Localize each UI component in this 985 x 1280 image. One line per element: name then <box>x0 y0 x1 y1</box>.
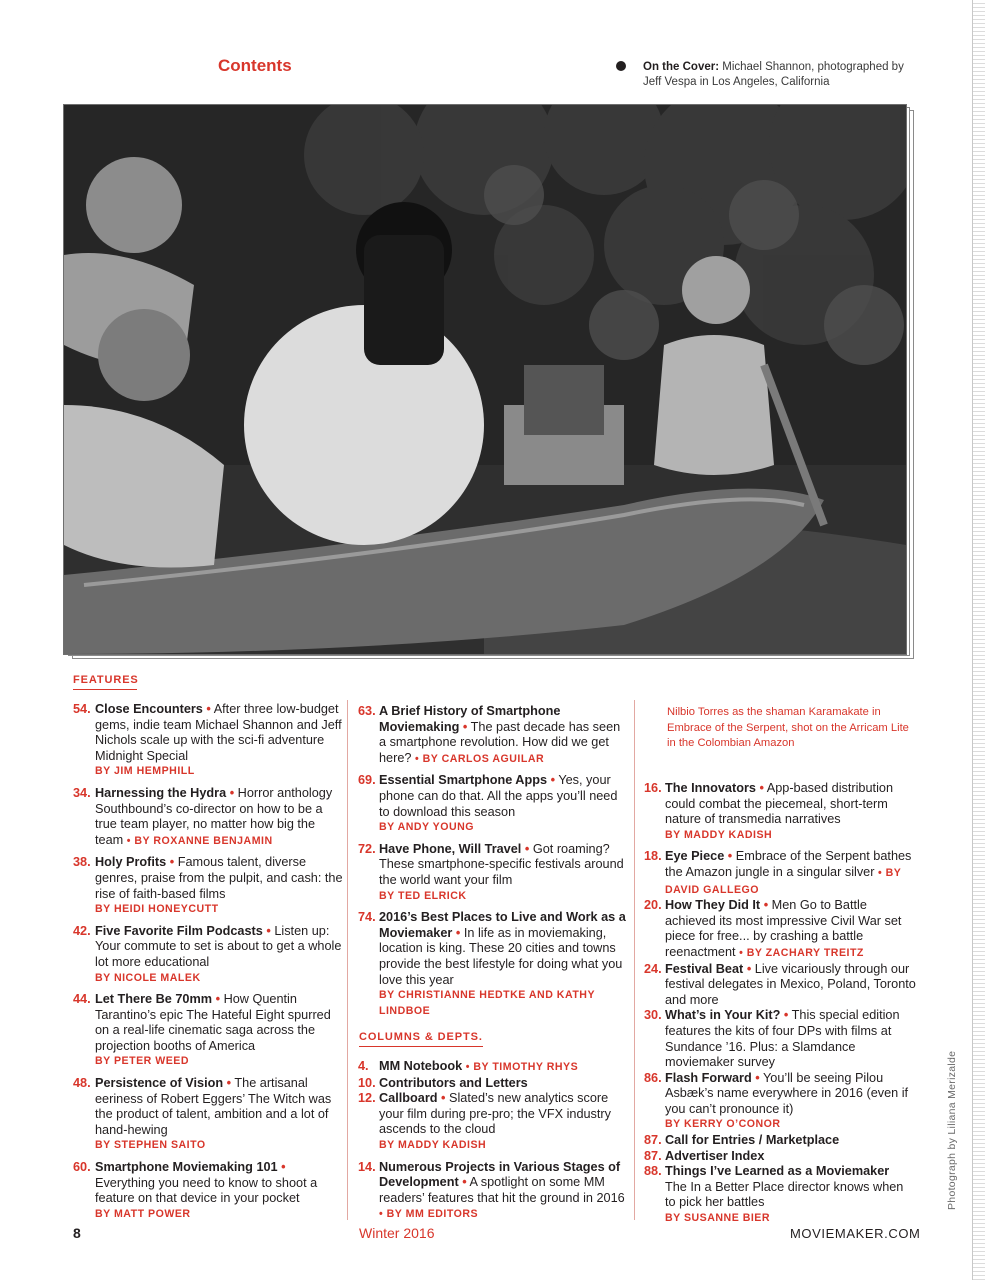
page-edge-decoration <box>972 0 985 1280</box>
entry-title: How They Did It <box>665 898 761 913</box>
entry-title: Flash Forward <box>665 1070 752 1085</box>
toc-entry[interactable] <box>358 1059 626 1076</box>
entry-title: What’s in Your Kit? <box>665 1008 781 1023</box>
page-number: 34. <box>73 785 91 800</box>
entry-title: Advertiser Index <box>665 1148 765 1163</box>
entry-title: Have Phone, Will Travel <box>379 841 522 856</box>
toc-entry[interactable] <box>358 773 626 835</box>
cover-label: On the Cover: <box>643 61 720 73</box>
page-number: 10. <box>358 1075 376 1090</box>
entry-separator: • <box>226 1076 232 1091</box>
entry-title: Persistence of Vision <box>95 1076 224 1091</box>
entry-description: Yes, your phone can do that. All the apps you’ll need to download this season <box>379 773 618 819</box>
toc-entry[interactable] <box>644 849 916 898</box>
column-divider <box>634 700 635 1220</box>
page-number: 18. <box>644 849 662 864</box>
entry-byline: BY KERRY O’CONOR <box>665 1118 781 1131</box>
cover-text: Michael Shannon, photographed by Jeff Vespa in Los Angeles, California <box>643 61 904 88</box>
entry-byline: BY MATT POWER <box>95 1207 191 1220</box>
entry-description: You’ll be seeing Pilou Asbæk’s name everywhere in 2016 (even if you can’t pronounce it) <box>665 1070 909 1116</box>
entry-description: The In a Better Place director knows when to pick her battles <box>665 1179 904 1210</box>
entry-title: Smartphone Moviemaking 101 <box>95 1160 278 1175</box>
page-number: 69. <box>358 773 376 788</box>
entry-title: Callboard <box>379 1091 438 1106</box>
page-number: 63. <box>358 704 376 718</box>
bullet-icon <box>616 61 626 71</box>
entry-description: App-based distribution could combat the piecemeal, short-term nature of transmedia narratives <box>665 781 893 827</box>
page-number: 72. <box>358 841 376 856</box>
entry-title: Numerous Projects in Various Stages of Development <box>379 1159 621 1190</box>
entry-description: Listen up: Your commute to set is about to get a whole lot more educational <box>95 923 342 969</box>
photo-credit: Photograph by Liliana Merizalde <box>946 1050 958 1210</box>
entry-title: Harnessing the Hydra <box>95 785 227 800</box>
entry-description: Got roaming? These smartphone-specific festivals around the world want your film <box>379 841 624 887</box>
toc-entry[interactable] <box>358 1076 626 1092</box>
features-heading: FEATURES <box>73 674 139 686</box>
entry-title: 2016’s Best Places to Live and Work as a Moviemaker <box>379 910 626 940</box>
entry-description: Slated’s new analytics score your film during pre-pro; the VFX industry ascends to the cloud <box>379 1091 611 1137</box>
entry-description: The past decade has seen a smartphone revolution. How did we get here? <box>379 719 621 765</box>
column-divider <box>347 700 348 1220</box>
toc-entry[interactable] <box>644 1164 916 1226</box>
site-url: MOVIEMAKER.COM <box>790 1226 921 1241</box>
feature-photo-illustration <box>64 105 906 654</box>
entry-byline: BY ANDY YOUNG <box>379 821 474 834</box>
entry-title: Holy Profits <box>95 855 167 870</box>
toc-entry[interactable] <box>73 1160 345 1222</box>
entry-description: Men Go to Battle achieved its most impressive Civil War set piece for free... by crashing a battle reenactment <box>665 898 902 959</box>
toc-entry[interactable] <box>644 962 916 1009</box>
entry-separator: • <box>462 719 468 734</box>
photo-caption: Nilbio Torres as the shaman Karamakate in Embrace of the Serpent, shot on the Arricam Lite in the Colombian Amazon <box>667 706 909 749</box>
entry-separator: • <box>455 925 461 940</box>
entry-separator: • <box>727 849 733 864</box>
entry-byline: BY SUSANNE BIER <box>665 1212 771 1225</box>
entry-separator: • <box>266 923 271 938</box>
entry-separator: • <box>550 773 556 788</box>
entry-byline: BY MADDY KADISH <box>665 828 773 841</box>
entry-title: Things I’ve Learned as a Moviemaker <box>665 1164 890 1179</box>
page-number: 42. <box>73 923 91 938</box>
page-number: 24. <box>644 961 662 976</box>
page-number: 87. <box>644 1133 662 1148</box>
entry-byline: BY TED ELRICK <box>379 889 467 902</box>
entry-separator: • <box>746 961 752 976</box>
toc-entry[interactable] <box>644 898 916 961</box>
entry-separator: • <box>755 1070 760 1085</box>
entry-byline: • BY MM EDITORS <box>379 1208 479 1221</box>
entry-separator: • <box>759 781 764 795</box>
entry-byline: BY JIM HEMPHILL <box>95 765 195 778</box>
entry-title: MM Notebook <box>379 1059 463 1073</box>
entry-separator: • <box>524 841 530 856</box>
page-number: 74. <box>358 910 376 925</box>
entry-byline: • BY CARLOS AGUILAR <box>414 752 545 765</box>
entry-byline: BY HEIDI HONEYCUTT <box>95 903 219 916</box>
entry-title: Festival Beat <box>665 961 744 976</box>
entry-byline: BY CHRISTIANNE HEDTKE AND KATHY LINDBOE <box>379 989 595 1017</box>
entry-description: After three low-budget gems, indie team Michael Shannon and Jeff Nichols scale up with the sci-fi adventure Midnight Special <box>95 702 342 763</box>
entry-title: Five Favorite Film Podcasts <box>95 923 263 938</box>
entry-separator: • <box>783 1008 789 1023</box>
entry-description: How Quentin Tarantino’s epic The Hateful Eight spurred on a real-life cinematic saga across the projection booths of America <box>95 992 331 1053</box>
entry-byline: BY STEPHEN SAITO <box>95 1139 206 1152</box>
entry-byline: BY MADDY KADISH <box>379 1138 487 1151</box>
entry-title: A Brief History of Smartphone Moviemaking <box>379 704 561 734</box>
columns-depts-list <box>358 1059 626 1223</box>
toc-entry[interactable] <box>644 1071 916 1133</box>
entry-title: The Innovators <box>665 781 756 795</box>
toc-entry[interactable] <box>358 1160 626 1223</box>
entry-description: Famous talent, diverse genres, praise from the pulpit, and cash: the rise of faith-based films <box>95 855 343 901</box>
page-number: 12. <box>358 1091 376 1106</box>
page-number: 44. <box>73 992 91 1007</box>
toc-entry[interactable] <box>73 1076 345 1154</box>
toc-entry[interactable] <box>73 992 345 1070</box>
entry-description: Everything you need to know to shoot a feature on that device in your pocket <box>95 1175 318 1206</box>
page-number: 88. <box>644 1164 662 1179</box>
page-number: 86. <box>644 1070 662 1085</box>
entry-description: In life as in moviemaking, location is king. These 20 cities and towns provide the best lifestyle for doing what you love this year <box>379 925 623 987</box>
toc-entry[interactable] <box>644 1133 916 1149</box>
entry-separator: • <box>441 1091 446 1106</box>
entry-description: Live vicariously through our festival delegates in Mexico, Poland, Toronto and more <box>665 961 916 1007</box>
features-column-1 <box>73 702 345 1222</box>
entry-separator: • <box>462 1175 467 1190</box>
toc-entry[interactable] <box>73 855 345 917</box>
toc-entry[interactable] <box>358 910 626 1019</box>
entry-byline: • BY ROXANNE BENJAMIN <box>126 834 273 847</box>
toc-entry[interactable] <box>358 842 626 904</box>
page-number: 30. <box>644 1008 662 1023</box>
toc-entry[interactable] <box>644 1008 916 1070</box>
entry-description: A spotlight on some MM readers’ features that hit the ground in 2016 <box>379 1175 625 1205</box>
entry-description: The artisanal eeriness of Robert Eggers’ The Witch was the product of talent, ambition and a lot of hand-hewing <box>95 1076 332 1137</box>
cover-note <box>643 60 913 90</box>
page-number: 14. <box>358 1159 376 1174</box>
features-column-2 <box>358 704 626 1025</box>
toc-entry[interactable] <box>358 704 626 767</box>
entry-description: This special edition features the kits of four DPs with films at Sundance ’16. Plus: a Slamdance moviemaker survey <box>665 1008 900 1070</box>
page-number: 60. <box>73 1160 91 1175</box>
entry-title: Contributors and Letters <box>379 1075 528 1090</box>
entry-separator: • <box>763 898 769 913</box>
page-number: 38. <box>73 855 91 870</box>
page-title: Contents <box>218 56 292 75</box>
toc-entry[interactable] <box>73 786 345 849</box>
entry-title: Call for Entries / Marketplace <box>665 1133 840 1148</box>
toc-entry[interactable] <box>73 924 345 986</box>
page-number: 48. <box>73 1076 91 1091</box>
page-number: 54. <box>73 702 91 716</box>
entry-byline: • BY ZACHARY TREITZ <box>739 946 864 959</box>
entry-title: Essential Smartphone Apps <box>379 773 548 788</box>
entry-separator: • <box>206 702 211 716</box>
entry-title: Let There Be 70mm <box>95 992 213 1007</box>
entry-title: Close Encounters <box>95 702 203 716</box>
page-number: 4. <box>358 1059 369 1073</box>
page-number: 20. <box>644 898 662 913</box>
toc-entry[interactable] <box>358 1091 626 1153</box>
toc-entry[interactable] <box>644 1149 916 1165</box>
entry-separator: • <box>229 785 235 800</box>
issue-date: Winter 2016 <box>359 1225 435 1241</box>
entry-description: Horror anthology Southbound’s co-director on how to be a true team player, no matter how big the team <box>95 785 333 847</box>
features-column-3 <box>644 781 916 1227</box>
entry-title: Eye Piece <box>665 849 725 864</box>
page-number-footer: 8 <box>73 1225 81 1241</box>
entry-separator: • <box>281 1160 286 1175</box>
entry-byline: • BY TIMOTHY RHYS <box>465 1061 579 1073</box>
entry-separator: • <box>215 992 221 1007</box>
entry-description: Embrace of the Serpent bathes the Amazon jungle in a singular silver <box>665 849 912 879</box>
feature-photo <box>63 104 907 655</box>
entry-separator: • <box>169 855 175 870</box>
columns-heading: COLUMNS & DEPTS. <box>359 1031 483 1043</box>
entry-byline: BY NICOLE MALEK <box>95 971 201 984</box>
page-number: 87. <box>644 1148 662 1163</box>
toc-entry[interactable] <box>73 702 345 780</box>
page-number: 16. <box>644 781 662 795</box>
entry-byline: • BY DAVID GALLEGO <box>665 866 902 896</box>
toc-entry[interactable] <box>644 781 916 843</box>
entry-byline: BY PETER WEED <box>95 1055 190 1068</box>
